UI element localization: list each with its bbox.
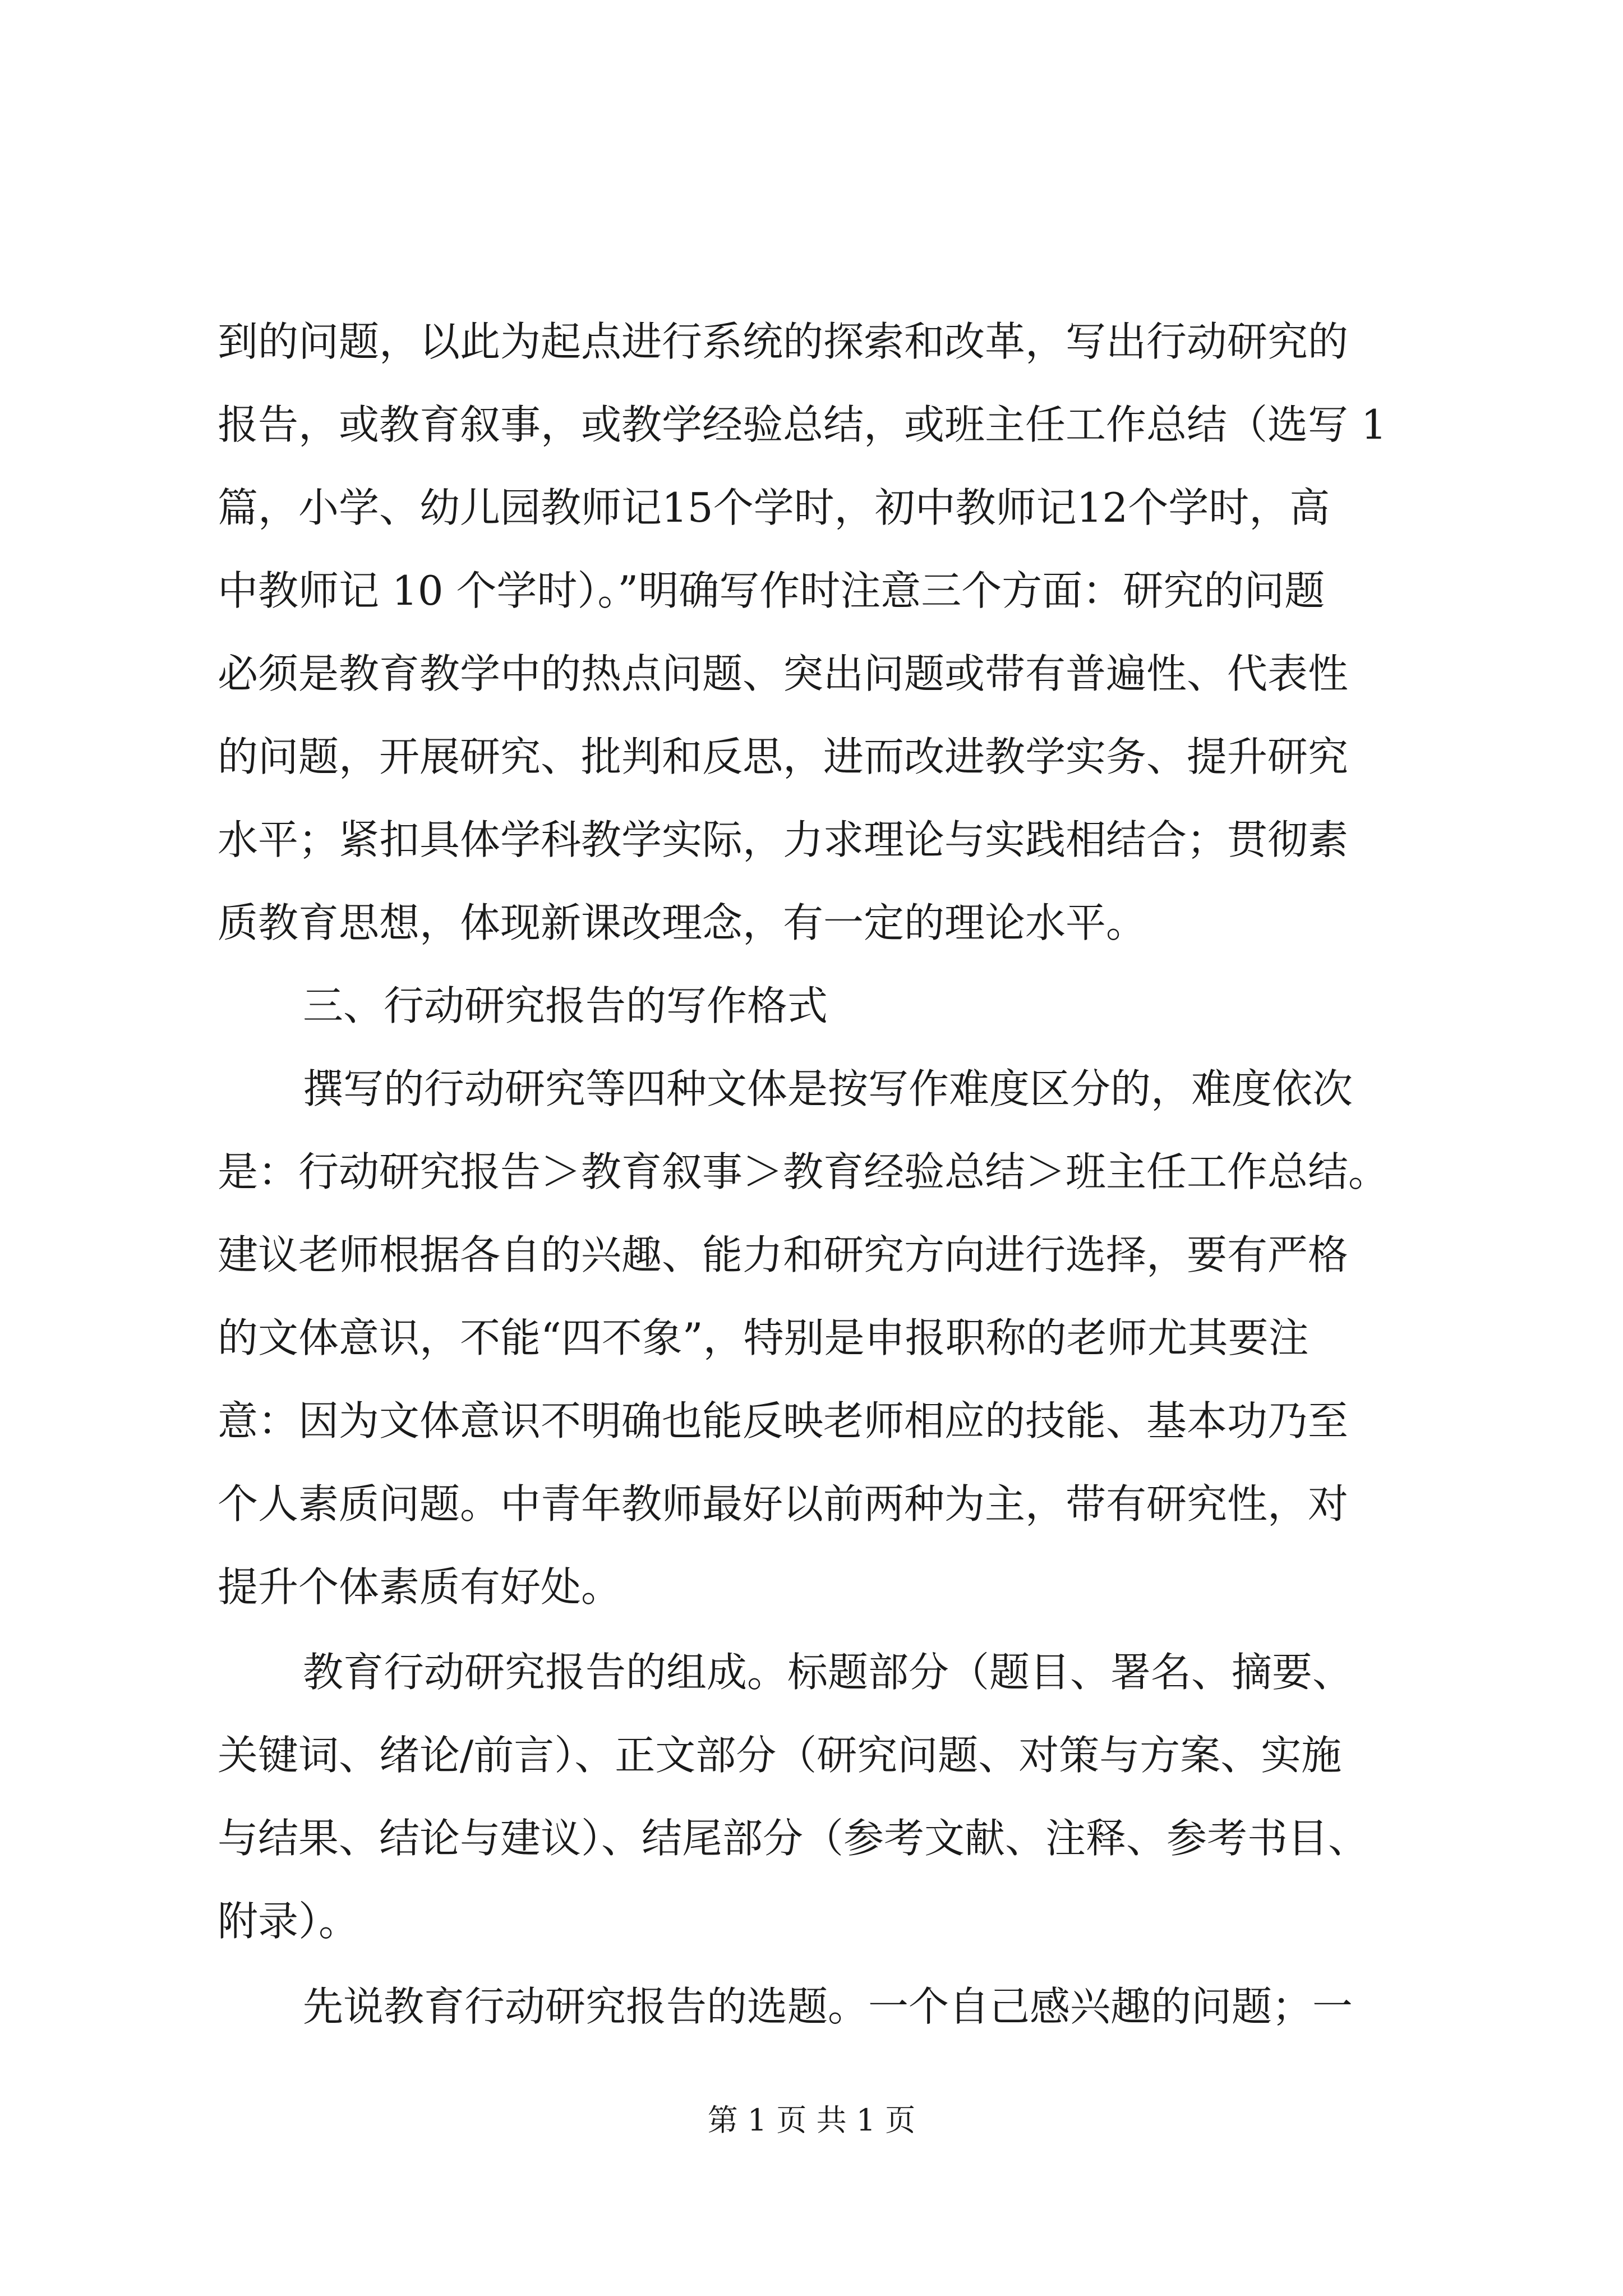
text-line: 提升个体素质有好处。 bbox=[218, 1563, 622, 1611]
text-line: 附录）。 bbox=[218, 1898, 359, 1945]
page-number-footer: 第 1 页 共 1 页 bbox=[707, 2102, 916, 2138]
text-line: 质教育思想，体现新课改理念，有一定的理论水平。 bbox=[218, 899, 1147, 946]
text-line: 水平；紧扣具体学科教学实际，力求理论与实践相结合；贯彻素 bbox=[218, 816, 1349, 863]
text-line: 到的问题，以此为起点进行系统的探索和改革，写出行动研究的 bbox=[218, 318, 1349, 365]
text-line: 报告，或教育叙事，或教学经验总结，或班主任工作总结（选写 1 bbox=[218, 401, 1387, 448]
text-line: 与结果、结论与建议）、结尾部分（参考文献、注释、参考书目、 bbox=[218, 1815, 1369, 1862]
text-line: 个人素质问题。中青年教师最好以前两种为主，带有研究性，对 bbox=[218, 1480, 1349, 1527]
document-body bbox=[218, 300, 1412, 2048]
text-line: 关键词、绪论/前言）、正文部分（研究问题、对策与方案、实施 bbox=[218, 1732, 1342, 1779]
paragraph-first-line: 先说教育行动研究报告的选题。一个自己感兴趣的问题；一 bbox=[303, 1983, 1353, 2030]
text-line: 建议老师根据各自的兴趣、能力和研究方向进行选择，要有严格 bbox=[218, 1231, 1349, 1278]
text-line: 的问题，开展研究、批判和反思，进而改进教学实务、提升研究 bbox=[218, 733, 1349, 780]
text-line: 中教师记 10 个学时）。”明确写作时注意三个方面：研究的问题 bbox=[218, 567, 1325, 614]
paragraph-first-line: 教育行动研究报告的组成。标题部分（题目、署名、摘要、 bbox=[303, 1649, 1353, 1696]
text-line: 的文体意识，不能“四不象”，特别是申报职称的老师尤其要注 bbox=[218, 1314, 1309, 1361]
text-line: 是：行动研究报告＞教育叙事＞教育经验总结＞班主任工作总结。 bbox=[218, 1148, 1389, 1195]
paragraph-first-line: 撰写的行动研究等四种文体是按写作难度区分的，难度依次 bbox=[303, 1065, 1353, 1112]
text-line: 必须是教育教学中的热点问题、突出问题或带有普遍性、代表性 bbox=[218, 650, 1349, 697]
text-line: 篇，小学、幼儿园教师记15个学时，初中教师记12个学时，高 bbox=[218, 484, 1330, 531]
section-heading: 三、行动研究报告的写作格式 bbox=[303, 982, 828, 1029]
text-line: 意：因为文体意识不明确也能反映老师相应的技能、基本功乃至 bbox=[218, 1397, 1349, 1444]
